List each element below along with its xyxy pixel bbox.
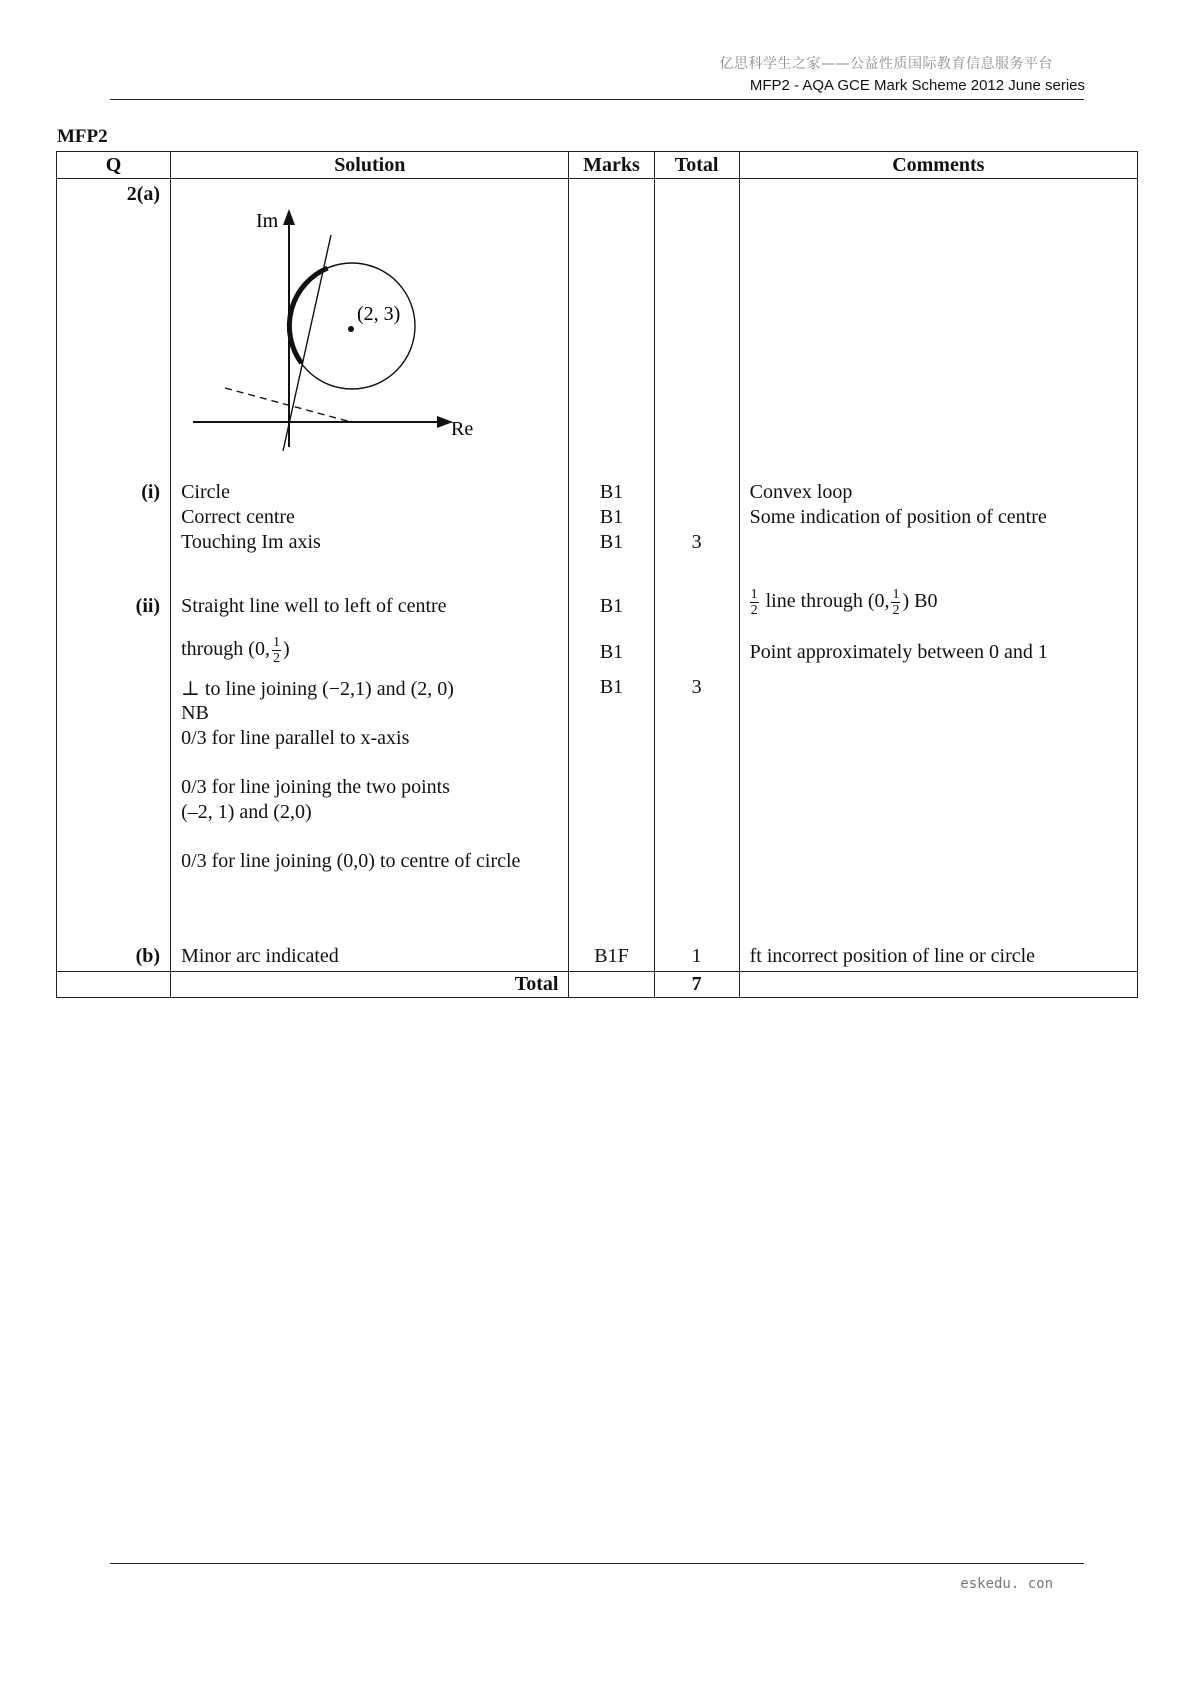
sol-ii-nb-2b: (–2, 1) and (2,0) — [181, 801, 312, 823]
table-row — [57, 179, 1138, 972]
question-number: 2(a) — [126, 183, 161, 205]
sol-ii-3: ⊥ to line joining (−2,1) and (2, 0) — [181, 678, 454, 700]
mark-ii-2: B1 — [599, 641, 624, 663]
fraction-denominator: 2 — [750, 603, 758, 618]
total-b: 1 — [691, 945, 702, 967]
mark-i-3: B1 — [599, 531, 624, 553]
fraction-numerator: 1 — [750, 587, 758, 602]
sol-ii-nb-3: 0/3 for line joining (0,0) to centre of circle — [181, 850, 521, 872]
com-ii-1-mid: line through (0, — [765, 590, 890, 613]
mark-i-2: B1 — [599, 506, 624, 528]
re-axis-label: Re — [451, 418, 474, 440]
sol-ii-nb: NB — [181, 702, 209, 724]
sol-ii-nb-1: 0/3 for line parallel to x-axis — [181, 727, 410, 749]
total-row-comments — [739, 972, 1137, 998]
total-i: 3 — [691, 531, 702, 553]
footer-site: eskedu. con — [960, 1576, 1053, 1592]
fraction-half — [891, 587, 900, 618]
mark-i-1: B1 — [599, 481, 624, 503]
solution-cell — [171, 179, 569, 972]
sol-i-3: Touching Im axis — [181, 531, 321, 553]
marks-cell — [569, 179, 654, 972]
header-q: Q — [57, 152, 171, 179]
total-value: 7 — [654, 972, 739, 998]
sol-ii-1: Straight line well to left of centre — [181, 595, 447, 617]
total-cell — [654, 179, 739, 972]
document-title: MFP2 — [57, 126, 108, 147]
q-cell — [57, 179, 171, 972]
sol-i-1: Circle — [181, 481, 230, 503]
centre-label: (2, 3) — [357, 303, 401, 325]
fraction-numerator: 1 — [892, 587, 900, 602]
com-i-1: Convex loop — [749, 481, 853, 503]
header-total: Total — [654, 152, 739, 179]
total-ii: 3 — [691, 676, 702, 698]
header-site-cn: 亿思科学生之家——公益性质国际教育信息服务平台 — [719, 56, 1053, 72]
argand-diagram — [179, 189, 479, 459]
sol-ii-nb-2a: 0/3 for line joining the two points — [181, 776, 450, 798]
footer-divider — [110, 1563, 1084, 1564]
com-i-2: Some indication of position of centre — [749, 506, 1047, 528]
com-ii-2: Point approximately between 0 and 1 — [749, 641, 1048, 663]
com-b: ft incorrect position of line or circle — [749, 945, 1036, 967]
sol-ii-2 — [181, 635, 290, 666]
fraction-half — [750, 587, 759, 618]
total-row-marks — [569, 972, 654, 998]
mark-scheme-table — [56, 151, 1138, 998]
sol-i-2: Correct centre — [181, 506, 295, 528]
sol-ii-2-pre: through (0, — [181, 638, 270, 661]
com-ii-1 — [748, 587, 938, 618]
com-ii-1-post: ) B0 — [902, 590, 938, 613]
fraction-denominator: 2 — [272, 651, 280, 666]
header-series: MFP2 - AQA GCE Mark Scheme 2012 June series — [749, 77, 1085, 94]
total-row — [57, 972, 1138, 998]
centre-point — [348, 326, 354, 332]
minor-arc — [289, 268, 327, 363]
total-row-q — [57, 972, 171, 998]
header-marks: Marks — [569, 152, 654, 179]
part-ii-label: (ii) — [135, 595, 161, 617]
header-solution: Solution — [171, 152, 569, 179]
mark-ii-3: B1 — [599, 676, 624, 698]
comments-cell — [739, 179, 1137, 972]
im-axis-arrow-icon — [283, 209, 295, 225]
im-axis-label: Im — [256, 210, 279, 232]
header-divider — [110, 99, 1084, 100]
fraction-half — [272, 635, 281, 666]
total-label: Total — [171, 972, 569, 998]
fraction-denominator: 2 — [892, 603, 900, 618]
part-b-label: (b) — [135, 945, 161, 967]
sol-b: Minor arc indicated — [181, 945, 339, 967]
part-i-label: (i) — [141, 481, 161, 503]
sol-ii-2-post: ) — [282, 638, 290, 661]
mark-b: B1F — [594, 945, 629, 967]
table-header-row — [57, 152, 1138, 179]
header-comments: Comments — [739, 152, 1137, 179]
fraction-numerator: 1 — [272, 635, 280, 650]
mark-ii-1: B1 — [599, 595, 624, 617]
